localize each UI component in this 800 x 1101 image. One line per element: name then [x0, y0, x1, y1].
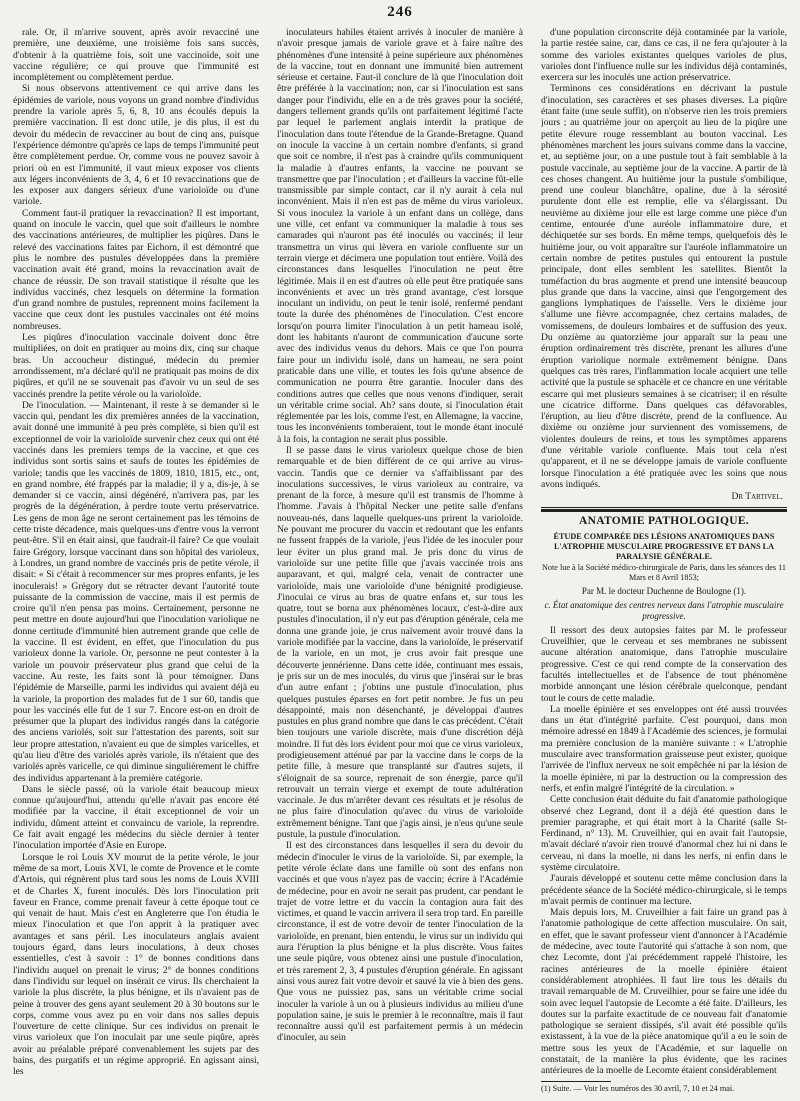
author-signature: Dr Tartivel.	[731, 491, 783, 503]
paragraph: J'aurais développé et soutenu cette même conclusion dans la précédente séance de la Société médico-chirurgicale, si le temps m'avait permis de continuer ma lecture.	[541, 873, 787, 907]
subsection-caption: c. État anatomique des centres nerveux dans l'atrophie musculaire progressive.	[544, 599, 784, 621]
divider	[541, 507, 787, 508]
paragraph: Si nous observons attentivement ce qui arrive dans les épidémies de variole, nous voyons un grand nombre d'individus prendre la variole après 5, 6, 8, 10 ans écoulés depuis la première vaccination. Il est donc utile, je dis plus, il est du devoir du médecin de revacciner au bout de cinq ans, puisque l'expérience démontre qu'après ce laps de temps l'immunité peut être complètement perdue. Or, comme vous ne pouvez savoir à priori où en est l'immunité, il vaut mieux exposer vos clients aux légers inconvénients de 3, 4, 6 et 10 revaccinations que de les exposer aux dangers sérieux d'une varioloïde ou d'une variole.	[13, 83, 259, 208]
byline: Par M. le docteur Duchenne de Boulogne (1).	[581, 585, 747, 596]
paragraph: Il ressort des deux autopsies faites par M. le professeur Cruveilhier, que le cerveau et ses membranes ne subissent aucune altération anatomique, dans l'atrophie musculaire progressive. C'est ce qui rend compte de la conservation des facultés intellectuelles et de l'absence de tout phénomène morbide annonçant une lésion cérébrale quelconque, pendant tout le cours de cette maladie.	[541, 624, 787, 704]
paragraph: Dans le siècle passé, où la variole était beaucoup mieux connue qu'aujourd'hui, attendu qu'elle n'avait pas encore été modifiée par la vaccine, il était exceptionnel de voir un individu, dûment atteint et convaincu de variole, la reprendre. Ce fait avait engagé les médecins du siècle dernier à tenter l'inoculation importée d'Asie en Europe.	[13, 783, 259, 852]
column-1	[13, 27, 259, 1093]
paragraph: La moelle épinière et ses enveloppes ont été aussi trouvées dans un état d'intégrité parfaite. C'est pourquoi, dans mon mémoire adressé en 1849 à l'Académie des sciences, je formulai ma première conclusion de la manière suivante : « L'atrophie musculaire avec transformation graisseuse peut exister, quoique l'arrivée de l'influx nerveux ne soit empêchée ni par la lésion de la moelle épinière, ni par la destruction ou la compression des nerfs, et enfin malgré l'intégrité de la circulation. »	[541, 703, 787, 794]
article-note: Note lue à la Société médico-chirurgicale de Paris, dans les séances des 11 Mars et 8 Avril 1853;	[542, 562, 786, 582]
paragraph: inoculateurs habiles étaient arrivés à inoculer de manière à n'avoir presque jamais de variole grave et à faire naître des phénomènes d'une intensité à peine supérieure aux phénomènes de la vaccine, tout en donnant une immunité bien autrement sérieuse et certaine. Faut-il conclure de là que l'inoculation doit être préférée à la vaccination; non, car si l'inoculation est sans danger pour l'individu, elle en a de très graves pour la société, dangers tellement grands qu'ils ont parfaitement légitimé l'acte par lequel le parlement anglais interdit la pratique de l'inoculation dans toute l'étendue de la Grande-Bretagne. Quand on inocule la vaccine à un certain nombre d'enfants, si grand que soit ce nombre, il n'est pas à craindre qu'ils communiquent la maladie à d'autres enfants, la vaccine ne pouvant se transmettre que par l'inoculation ; et d'ailleurs la vaccine fût-elle transmissible par simple contact, car il n'y aurait à cela nul inconvénient. Mais il n'en est pas de même du virus varioleux. Si vous inoculez la variole à un enfant dans un collège, dans une ville, cet enfant va communiquer la maladie à tous ses camarades qui n'auront pas été inoculés ou vaccinés; il leur transmettra un virus qui lèvera en variole confluente sur un terrain vierge et décimera une population tout entière. Voilà des circonstances dans lesquelles l'inoculation ne peut être légitimée. Mais il en est d'autres où elle peut être pratiquée sans inconvénients et avec un très grand avantage, c'est lorsque inoculant un individu, on peut le tenir isolé, renfermé pendant toute la durée des phénomènes de l'inoculation. C'est encore lorsqu'on pourra limiter l'inoculation à un petit hameau isolé, dont les habitants n'auront de communication d'aucune sorte avec des individus venus du dehors. Mais ce que l'on pourra faire pour un individu isolé, dans un hameau, ne sera point praticable dans une ville, et toutes les fois qu'une absence de communication ne pourra être garantie. Inoculer dans des conditions autres que celles que nous venons d'indiquer, serait un véritable crime social. Ah? sans doute, si l'inoculation était réglementée par les lois, comme l'est, en Allemagne, la vaccine, tous les inconvénients tomberaient, tout le monde étant inoculé à la fois, la contagion ne serait plus possible.	[277, 27, 523, 445]
footnote-divider	[541, 1081, 611, 1082]
divider	[541, 509, 787, 512]
paragraph: Comment faut-il pratiquer la revaccination? Il est important, quand on inocule le vaccin, quel que soit d'ailleurs le nombre des vaccinations antérieures, de multiplier les piqûres. Dans le relevé des vaccinations faites par Eichorn, il est démontré que plus le nombre des pustules développées dans la première vaccination avait été grand, moins la revaccination avait de chance de réussir. De son travail statistique il résulte que les individus vaccinés, chez lesquels on détermine la formation d'un grand nombre de pustules, reprennent moins facilement la vaccine que ceux dont les pustules vaccinales ont été moins nombreuses.	[13, 207, 259, 332]
paragraph: Lorsque le roi Louis XV mourut de la petite vérole, le jour même de sa mort, Louis XVI, le comte de Provence et le comte d'Artois, qui régnèrent plus tard sous les noms de Louis XVIII et de Charles X, furent inoculés. Dès lors l'inoculation prit faveur en France, comme prenait faveur à cette époque tout ce qui venait de haut. Mais c'est en Angleterre que l'on étudia le mieux l'inoculation et que l'on apprit à la pratiquer avec avantages et sans péril. Les inoculateurs anglais avaient toujours égard, dans leurs inoculations, à deux choses essentielles, c'est à savoir : 1° de bonnes conditions dans l'individu auquel on prenait le virus; 2° de bonnes conditions dans l'individu sur lequel on insérait ce virus. Ils cherchaient la variole la plus discrète, la plus bénigne, et ils n'avaient pas de peine à trouver des gens ayant seulement 20 à 30 boutons sur le corps, comme vous avez pu en voir dans nos salles depuis l'ouverture de cette clinique. Sur ces individus on prenait le virus varioleux que l'on inoculait par une seule piqûre, après avoir au préalable préparé convenablement les sujets par des bains, des purgatifs et un régime approprié. En agissant ainsi, les	[13, 851, 259, 1078]
footnote: (1) Suite. — Voir les numéros des 30 avril, 7, 10 et 24 mai.	[541, 1083, 735, 1093]
page-number: 246	[387, 4, 413, 20]
paragraph: rale. Or, il m'arrive souvent, après avoir revacciné une première, une deuxième, une troisième fois sans succès, d'obtenir à la quatrième fois, soit une vaccinoïde, soit une vaccine régulière; ce qui prouve que l'immunité est incomplètement ou complètement perdue.	[13, 27, 259, 84]
paragraph: Cette conclusion était déduite du fait d'anatomie pathologique observé chez Legrand, dont il a déjà été question dans le premier paragraphe, et qui était mort à la Charité (salle St-Ferdinand, n° 13). M. Cruveilhier, qui en avait fait l'autopsie, m'avait déclaré n'avoir rien trouvé d'anormal chez lui ni dans le cerveau, ni dans la moelle, ni dans les nerfs, ni enfin dans le système circulatoire.	[541, 794, 787, 873]
paragraph: Les piqûres d'inoculation vaccinale doivent donc être multipliées, on doit en pratiquer au moins dix, cinq sur chaque bras. Un accoucheur distingué, médecin du premier arrondissement, m'a déclaré qu'il ne pratiquait pas moins de dix piqûres, et qu'il ne se souvenait pas d'avoir vu un seul de ses vaccinés prendre la petite vérole ou la varioloïde.	[13, 332, 259, 400]
article-columns	[13, 27, 787, 1093]
paragraph: d'une population circonscrite déjà contaminée par la variole, la partie restée saine, car, dans ce cas, il ne fera qu'ajouter à la somme des varioles existantes quelques varioles de plus, varioles dont l'influence nulle sur les individus déjà contaminés, exercera sur les inoculés une action préservatrice.	[541, 27, 787, 84]
article-title: ÉTUDE COMPARÉE DES LÉSIONS ANATOMIQUES DANS L'ATROPHIE MUSCULAIRE PROGRESSIVE ET DANS LA PARALYSIE GÉNÉRALE.	[553, 531, 775, 561]
column-3	[541, 27, 787, 1093]
paragraph: Il se passe dans le virus varioleux quelque chose de bien remarquable et de bien différent de ce qui arrive au virus-vaccin. Tandis que ce dernier va s'affaiblissant par des inoculations successives, le virus varioleux au contraire, va prenant de la force, à mesure qu'il est transmis de l'homme à l'homme. J'avais à l'hôpital Necker une petite salle d'enfans nouveau-nés, dans laquelle quelques-uns prirent la varioloïde. Ne pouvant me procurer du vaccin et redoutant que les enfants ne fussent frappés de la variole, j'eus l'idée de les inoculer pour leur éviter un plus grand mal. Je pris donc du virus de varioloïde sur une petite fille que j'avais vaccinée trois ans auparavant, et qui, malgré cela, venait de contracter une varioloïde, mais une varioloïde d'une bénignité prodigieuse. J'inoculai ce virus au bras de quatre enfans et, sur tous les quatre, tout se borna aux phénomènes locaux, c'est-à-dire aux pustules d'inoculation, il n'y eut pas d'éruption générale, cela me donna une grande joie, je crus naïvement avoir trouvé dans la variole modifiée par la vaccine, dans la varioloïde, le préservatif de la variole, en un mot, je crus avoir fait presque une découverte jennérienne. Dans cette idée, continuant mes essais, je pris sur un de mes inoculés, du virus que j'insérai sur le bras d'un autre enfant ; j'obtins une pustule d'inoculation, plus quelques pustules éparses en fort petit nombre. Je fus un peu désappointé, mais non désenchanté, je développai d'autres pustules en plus grand nombre que dans le cas précédent. C'était bien toujours une variole discrète, mais d'une discrétion déjà moindre. Il fut dès lors évident pour moi que ce virus varioleux, prodigieusement atténué par par la vaccine dans le corps de la petite fille, à mesure que transplanté sur d'autres sujets, il s'éloignait de sa source, reprenait de son énergie, parce qu'il retrouvait un terrain vierge et exempt de toute adultération vaccinale. Je dus m'arrêter devant ces résultats et je résolus de ne plus faire d'inoculation qu'avec du virus de varioloïde extrêmement bénigne. Tant que j'agis ainsi, je n'eus qu'une seule pustule, la pustule d'inoculation.	[277, 444, 523, 841]
section-title: ANATOMIE PATHOLOGIQUE.	[579, 515, 749, 528]
column-2	[277, 27, 523, 1093]
paragraph: Il est des circonstances dans lesquelles il sera du devoir du médecin d'inoculer le virus de la varioloïde. Si, par exemple, la petite vérole éclate dans une famille où sont des enfans non vaccinés et que vous n'ayez pas de vaccin; écrire à l'Académie de médecine, pour en avoir ne serait pas prudent, car pendant le trajet de votre lettre et du vaccin la contagion aura fait des victimes, et quand le vaccin arrivera il sera trop tard. En pareille circonstance, il est de votre devoir de tenter l'inoculation de la varioloïde, en prenant, bien entendu, le virus sur un individu qui aura l'éruption la plus bénigne et la plus discrète. Vous faites une seule piqûre, vous obtenez ainsi une pustule d'inoculation, et très rarement 2, 3, 4 pustules d'éruption générale. En agissant ainsi vous aurez fait votre devoir et sauvé la vie à bien des gens. Que vous ne puissiez pas, sans un véritable crime social inoculer la variole à un ou à plusieurs individus au milieu d'une population saine, je suis le premier à le reconnaître, mais il faut reconnaître aussi qu'il est parfaitement permis à un médecin d'inoculer, au sein	[277, 840, 523, 1044]
paragraph: Terminons ces considérations en décrivant la pustule d'inoculation, ses caractères et ses phases diverses. La piqûre étant faite (une seule suffit), on n'observe rien les trois premiers jours ; au quatrième jour on aperçoit au lieu de la piqûre une petite élevure rouge ressemblant au bouton vaccinal. Les phénomènes marchent les jours suivans comme dans la vaccine, et, au septième jour, on a une pustule tout à fait semblable à la pustule vaccinale, au septième jour de la vaccine. A partir de là ces choses changent. Au huitième jour la pustule s'ombilique, prend une couleur blanchâtre, opaline, due à la sérosité purulente dont elle est remplie, elle va s'élargissant. Du neuvième au dixième jour elle est large comme une pièce d'un centime, entourée d'une auréole inflammatoire dure, et déchiquetée sur ses bords. En même temps, quelquefois dès le huitième jour, ou voit apparaître sur l'auréole inflammatoire un certain nombre de petites pustules qui entourent la pustule principale, dont elles semblent les satellites. Bientôt la tuméfaction du bras augmente et prend une intensité beaucoup plus grande que dans la vaccine, ainsi que l'engorgement des ganglions lymphatiques de l'aisselle. Vers le dixième jour s'allume une fièvre accompagnée, chez certains malades, de vomissemens, de douleurs lombaires et de suffusion des yeux. Du onzième au quatorzième jour apparaît sur la peau une éruption ordinairement très discrète, prenant les allures d'une éruption variolique normale extrêmement bénigne. Dans quelques cas très rares, l'inflammation locale acquiert une telle activité que la pustule se sphacèle et ce chancre en une véritable escarre qui met plusieurs semaines à se cicatriser; il en résulte une cicatrice difforme. Dans quelques cas défavorables, l'éruption, au lieu d'être discrète, prend de la confluence. Au dixième ou onzième jour surviennent des vomissemens, de violentes douleurs de reins, et tous les symptômes apparens d'une véritable variole confluente. Mais tout cela n'est qu'apparent, et il ne se développe jamais de variole confluente lorsque l'inoculation a été pratiquée avec les soins que nous avons indiqués.	[541, 83, 787, 490]
paragraph: Mais depuis lors, M. Cruveilhier a fait faire un grand pas à l'anatomie pathologique de cette affection musculaire. On sait, en effet, que le savant professeur vient d'annoncer à l'Académie de médecine, avec toute l'autorité qui s'attache à son nom, que chez Lecomte, dont j'ai précédemment rappelé l'histoire, les racines antérieures de la moelle épinière étaient considérablement atrophiées. Il faut lire tous les détails du travail remarquable de M. Cruveilhier, pour se faire une idée du soin avec lequel l'autopsie de Lecomte a été faite. D'ailleurs, les doutes sur la parfaite exactitude de ce nouveau fait d'anatomie pathologique se seraient dissipés, s'il avait été possible qu'ils existassent, à la vue de la pièce anatomique qu'il a eu le soin de mettre sous les yeux de l'Académie, et sur laquelle on constatait, de la manière la plus évidente, que les racines antérieures de la moelle de Lecomte étaient considérablement	[541, 907, 787, 1077]
paragraph: De l'inoculation. — Maintenant, il reste à se demander si le vaccin qui, pendant les dix premières années de la vaccination, avait donné une immunité à peu près complète, si bien qu'il est exceptionnel de voir la varioloïde survenir chez ceux qui ont été vaccinés dans les premiers temps de la vaccine, et que ces individus sont sortis sains et saufs de toutes les épidémies de variole; tandis que les vaccinés de 1809, 1810, 1815, etc., ont, en grand nombre, été frappés par la maladie; il y a, dis-je, à se demander si ce vaccin, ainsi dégénéré, n'arrivera pas, par les progrès de la dégénération, à perdre toute vertu préservatrice. Les gens de mon âge ne seront certainement pas les témoins de cette triste décadence, mais quelques-uns d'entre vous la verront peut-être. S'il en était ainsi, que faudrait-il faire? Ce que voulait faire Grégory, lorsque vaccinant dans son hôpital des varioleux, à Londres, un grand nombre de vaccinés pris de petite vérole, il disait: « Si c'était à recommencer sur mes propres enfants, je les inoculerais! » Grégory dut se rétracter devant l'autorité toute puissante de la commission de vaccine, mais il est permis de croire qu'il n'en pensa pas moins. Certainement, personne ne peut mettre en doute aujourd'hui que l'inoculation variolique ne donne certitude d'immunité bien autrement grande que celle de la vaccine. Il est évident, en effet, que l'inoculation du pus varioleux donne la variole. Or, personne ne peut contester à la variole un pouvoir préservateur plus grand que celui de la vaccine. Au reste, les faits sont là pour témoigner. Dans l'épidémie de Marseille, parmi les individus qui avaient déjà eu la variole, la proportion des malades fut de 1 sur 60, tandis que pour les vaccinés elle fut de 1 sur 7. Encore est-on en droit de présumer que la plupart des individus rangés dans la catégorie des anciens variolés, soit sur l'attestation des parents, soit sur leur propre attestation, n'avaient eu que de simples varicelles, et qu'au lieu d'être des variolés après variole, ils n'étaient que des variolés après varicelle, ce qui diminue singulièrement le chiffre des individus appartenant à la première catégorie.	[13, 399, 259, 784]
